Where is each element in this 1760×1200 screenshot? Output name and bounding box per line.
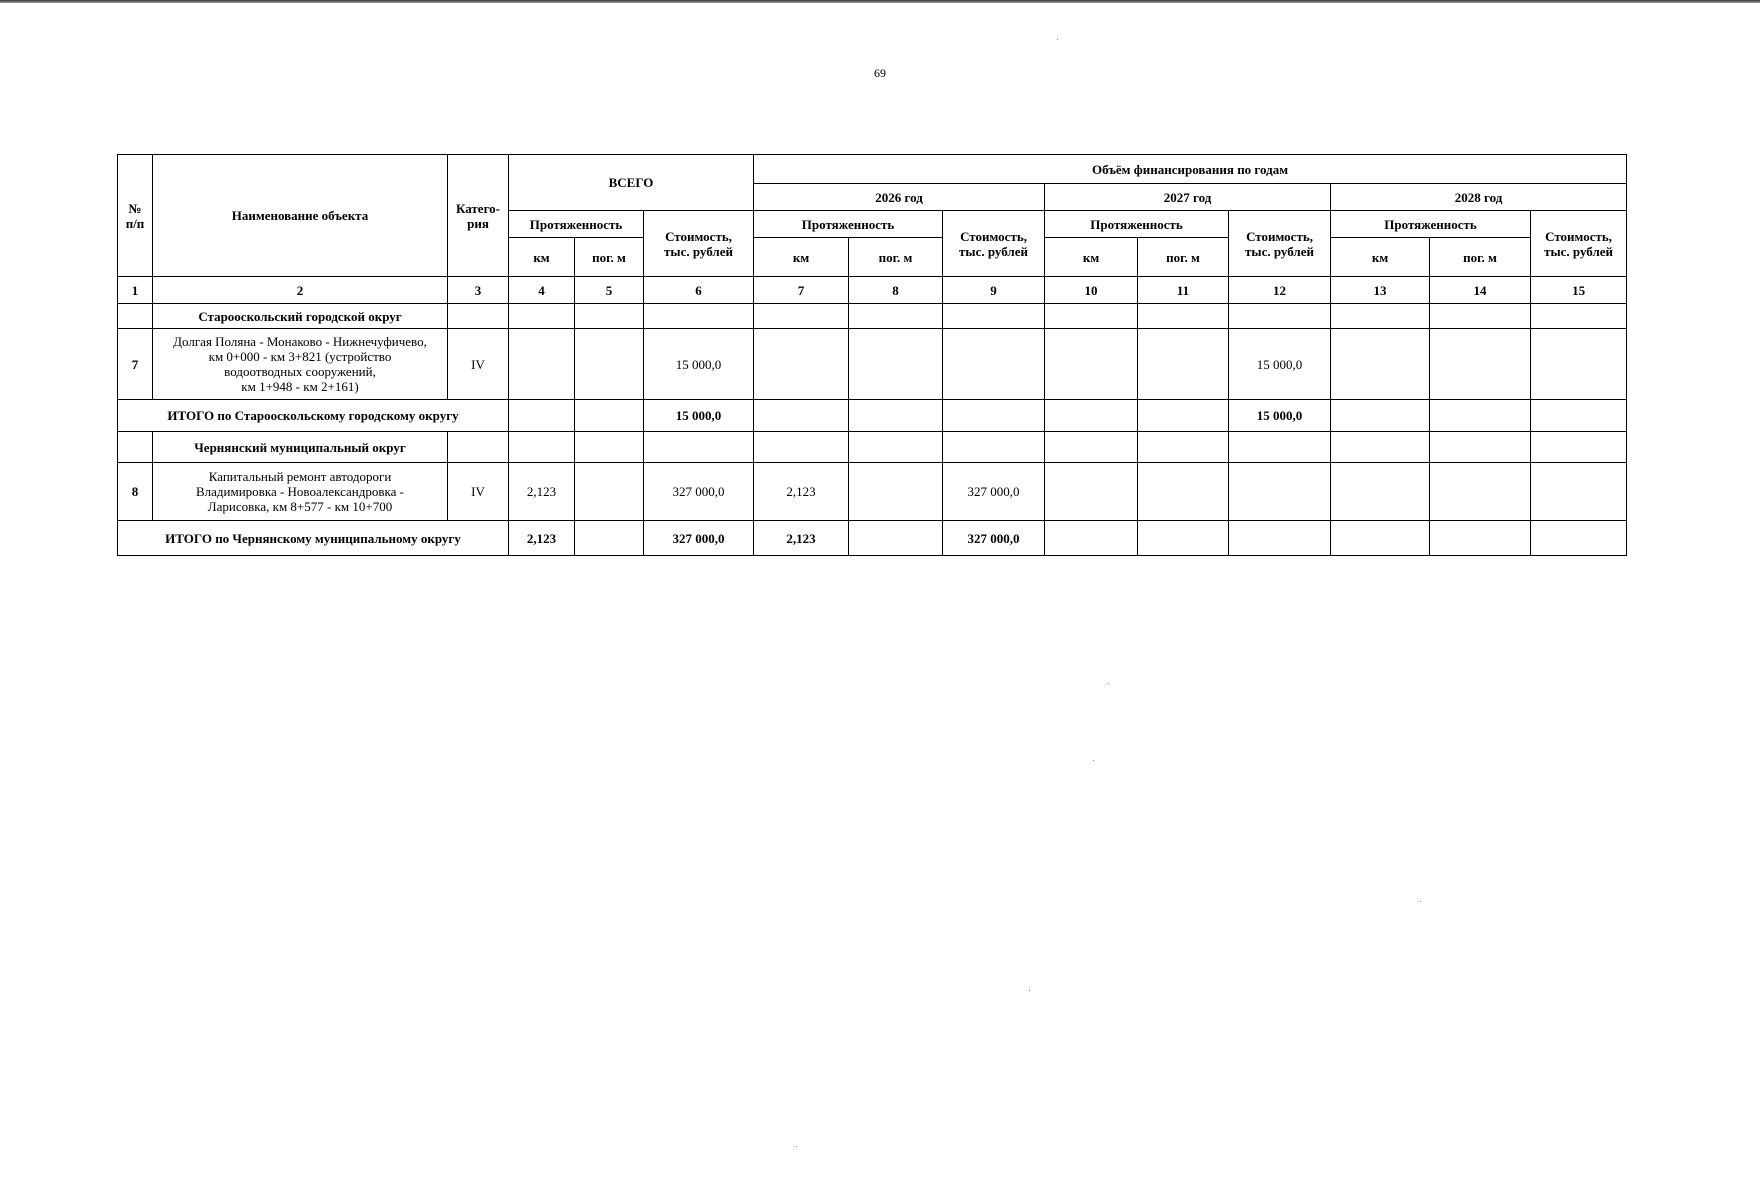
value-cell [575,463,644,521]
value-cell [1430,521,1531,556]
object-name: Капитальный ремонт автодороги Владимировка - Новоалександровка - Ларисовка, км 8+577 - км 10+700 [153,463,448,521]
value-cell: 15 000,0 [1229,400,1331,432]
value-cell [754,329,849,400]
header-pogm-total [575,238,644,277]
value-cell: 2,123 [509,463,575,521]
scan-speck [1029,990,1030,991]
financing-table [117,154,1627,556]
km-label: км [1082,249,1100,265]
value-cell [943,329,1045,400]
empty-cell [1531,432,1627,463]
header-name-label: Наименование объекта [231,208,369,223]
value-cell: 15 000,0 [644,400,754,432]
value-cell [509,400,575,432]
value-cell [1531,463,1627,521]
pogm-label: пог. м [878,249,913,265]
header-pogm-2028 [1430,238,1531,277]
empty-cell [644,432,754,463]
value-cell [1331,521,1430,556]
value-cell [1430,463,1531,521]
scan-speck [1093,760,1094,761]
value-cell [1045,521,1138,556]
year-label: 2026 год [875,189,923,205]
length-label: Протяженность [529,216,623,232]
header-num [118,155,153,277]
district-name: Чернянский муниципальный округ [153,432,448,463]
column-number-row [118,277,1627,304]
empty-cell [509,304,575,329]
value-cell [1331,400,1430,432]
total-name: ИТОГО по Чернянскому муниципальному округу [118,521,509,556]
empty-cell [1138,432,1229,463]
header-length-2026 [754,211,943,238]
value-cell [575,521,644,556]
empty-cell [448,432,509,463]
header-year-2026 [754,184,1045,211]
table-header [118,155,1627,277]
value-cell: 2,123 [509,521,575,556]
empty-cell [575,304,644,329]
value-cell: 2,123 [754,521,849,556]
pogm-label: пог. м [592,249,626,265]
header-cost-2028 [1531,211,1627,277]
scan-speck [1057,39,1058,40]
empty-cell [1430,304,1531,329]
scan-speck [1420,901,1421,902]
value-cell [1045,463,1138,521]
scan-speck [1108,683,1109,684]
value-cell [575,329,644,400]
value-cell [849,329,943,400]
header-name [153,155,448,277]
column-number: 2 [153,277,448,304]
header-km-2026 [754,238,849,277]
empty-cell [1331,304,1430,329]
district-row [118,304,1627,329]
length-label: Протяженность [1090,216,1183,232]
empty-cell [1430,432,1531,463]
column-number: 13 [1331,277,1430,304]
empty-cell [509,432,575,463]
header-pogm-2027 [1138,238,1229,277]
district-name: Старооскольский городской округ [153,304,448,329]
header-length-2027 [1045,211,1229,238]
object-number: 8 [118,463,153,521]
empty-cell [849,432,943,463]
object-category: IV [448,329,509,400]
column-number: 12 [1229,277,1331,304]
value-cell: 327 000,0 [644,463,754,521]
empty-cell [644,304,754,329]
value-cell [1531,400,1627,432]
object-category: IV [448,463,509,521]
column-number: 1 [118,277,153,304]
value-cell [1138,329,1229,400]
header-funding-label: Объём финансирования по годам [1092,161,1289,177]
column-number: 14 [1430,277,1531,304]
empty-cell [1138,304,1229,329]
header-km-2028 [1331,238,1430,277]
header-year-2027 [1045,184,1331,211]
km-label: км [533,249,550,265]
value-cell [754,400,849,432]
total-name: ИТОГО по Старооскольскому городскому округу [118,400,509,432]
object-row [118,329,1627,400]
column-number: 4 [509,277,575,304]
value-cell: 15 000,0 [644,329,754,400]
km-label: км [1371,249,1389,265]
value-cell: 327 000,0 [943,521,1045,556]
value-cell [1331,463,1430,521]
header-year-2028 [1331,184,1627,211]
empty-cell [1229,304,1331,329]
header-pogm-2026 [849,238,943,277]
value-cell [1138,521,1229,556]
header-km-2027 [1045,238,1138,277]
table-body [118,277,1627,556]
header-cost-2026 [943,211,1045,277]
empty-cell [943,432,1045,463]
value-cell: 327 000,0 [644,521,754,556]
object-number: 7 [118,329,153,400]
empty-cell [575,432,644,463]
header-total [509,155,754,211]
value-cell: 15 000,0 [1229,329,1331,400]
empty-cell [849,304,943,329]
header-category-label: Катего- рия [456,200,500,231]
cost-label: Стоимость, тыс. рублей [1245,228,1314,259]
district-row [118,432,1627,463]
header-category [448,155,509,277]
column-number: 10 [1045,277,1138,304]
value-cell [1430,329,1531,400]
km-label: км [792,249,810,265]
pogm-label: пог. м [1166,249,1200,265]
object-row [118,463,1627,521]
empty-cell [1531,304,1627,329]
value-cell [1229,463,1331,521]
total-row [118,521,1627,556]
value-cell [1045,400,1138,432]
value-cell [943,400,1045,432]
empty-cell [118,432,153,463]
year-label: 2028 год [1454,189,1503,205]
cost-label: Стоимость, тыс. рублей [664,228,733,259]
cost-label: Стоимость, тыс. рублей [959,228,1028,259]
value-cell [849,521,943,556]
value-cell [575,400,644,432]
object-name: Долгая Поляна - Монаково - Нижнечуфичево, км 0+000 - км 3+821 (устройство водоотводных сооружений, км 1+948 - км 2+161) [153,329,448,400]
pogm-label: пог. м [1463,249,1497,265]
column-number: 11 [1138,277,1229,304]
empty-cell [943,304,1045,329]
empty-cell [1045,304,1138,329]
header-total-label: ВСЕГО [608,175,654,190]
scan-speck [796,1146,797,1147]
empty-cell [1045,432,1138,463]
value-cell [849,400,943,432]
header-cost-total [644,211,754,277]
header-cost-2027 [1229,211,1331,277]
column-number: 6 [644,277,754,304]
header-length-total [509,211,644,238]
value-cell [1045,329,1138,400]
header-funding [754,155,1627,184]
value-cell [1229,521,1331,556]
column-number: 5 [575,277,644,304]
empty-cell [754,304,849,329]
cost-label: Стоимость, тыс. рублей [1544,228,1614,259]
value-cell [1331,329,1430,400]
scan-edge [0,0,1760,3]
value-cell [1430,400,1531,432]
column-number: 3 [448,277,509,304]
length-label: Протяженность [1384,216,1477,232]
year-label: 2027 год [1163,189,1212,205]
value-cell [1531,521,1627,556]
empty-cell [754,432,849,463]
length-label: Протяженность [801,216,895,232]
page-number: 69 [874,66,886,80]
value-cell [1531,329,1627,400]
column-number: 8 [849,277,943,304]
column-number: 7 [754,277,849,304]
value-cell: 2,123 [754,463,849,521]
empty-cell [1229,432,1331,463]
header-num-label: № п/п [125,200,145,231]
value-cell: 327 000,0 [943,463,1045,521]
value-cell [509,329,575,400]
value-cell [849,463,943,521]
column-number: 9 [943,277,1045,304]
empty-cell [1331,432,1430,463]
empty-cell [448,304,509,329]
value-cell [1138,463,1229,521]
column-number: 15 [1531,277,1627,304]
header-length-2028 [1331,211,1531,238]
total-row [118,400,1627,432]
header-km-total [509,238,575,277]
empty-cell [118,304,153,329]
value-cell [1138,400,1229,432]
